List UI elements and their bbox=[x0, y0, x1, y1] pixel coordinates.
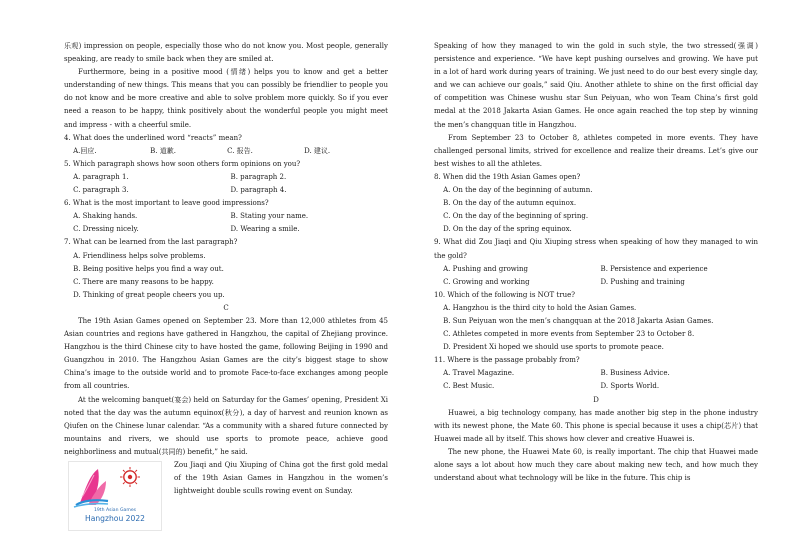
option-a[interactable]: A. Travel Magazine. bbox=[443, 369, 515, 378]
section-c-heading: C bbox=[223, 303, 229, 312]
option-c[interactable]: C. paragraph 3. bbox=[73, 186, 129, 195]
question-7 bbox=[64, 236, 388, 301]
question-6-stem: 6. What is the most important to leave good impressions? bbox=[64, 199, 269, 208]
option-c[interactable]: C. Best Music. bbox=[443, 382, 495, 391]
option-c[interactable]: C. On the day of the beginning of spring. bbox=[443, 212, 589, 221]
option-d[interactable]: D. On the day of the spring equinox. bbox=[443, 225, 572, 234]
question-7-stem: 7. What can be learned from the last paragraph? bbox=[64, 238, 238, 247]
question-9-stem: 9. What did Zou Jiaqi and Qiu Xiuping stress when speaking of how they managed to win the gold? bbox=[434, 238, 758, 260]
logo-event-line: 19th Asian Games bbox=[93, 508, 137, 513]
question-6 bbox=[64, 197, 388, 236]
passage-d-paragraph-1: Huawei, a big technology company, has made another big step in the phone industry with its newest phone, the Mate 60. This phone is special because it uses a chip(芯片) that Huawei made all by itself. This shows how clever and creative Huawei is. bbox=[434, 408, 758, 443]
option-d[interactable]: D. Pushing and training bbox=[600, 277, 685, 286]
option-d[interactable]: D. paragraph 4. bbox=[230, 186, 287, 195]
option-a[interactable]: A. Pushing and growing bbox=[443, 264, 529, 273]
question-8-stem: 8. When did the 19th Asian Games open? bbox=[434, 172, 581, 181]
question-9-options bbox=[434, 263, 758, 289]
passage-b-end-paragraph: 乐观) impression on people, especially those who do not know you. Most people, generally speaking, are ready to smile back when they are smiled at. bbox=[64, 42, 388, 64]
option-d[interactable]: D. Thinking of great people cheers you up. bbox=[73, 290, 225, 299]
option-d[interactable]: D. 建议. bbox=[304, 146, 331, 155]
option-c[interactable]: C. 报告. bbox=[227, 146, 253, 155]
option-a[interactable]: A. Shaking hands. bbox=[73, 212, 138, 221]
option-a[interactable]: A. On the day of the beginning of autumn. bbox=[443, 186, 593, 195]
option-a[interactable]: A. Friendliness helps solve problems. bbox=[73, 251, 206, 260]
question-9 bbox=[434, 236, 758, 288]
option-c[interactable]: C. There are many reasons to be happy. bbox=[73, 277, 214, 286]
passage-c-paragraph-3-with-logo bbox=[64, 459, 388, 531]
option-b[interactable]: B. On the day of the autumn equinox. bbox=[443, 199, 577, 208]
question-11 bbox=[434, 354, 758, 393]
option-d[interactable]: D. Wearing a smile. bbox=[230, 225, 300, 234]
right-column bbox=[434, 40, 758, 485]
question-5-stem: 5. Which paragraph shows how soon others form opinions on you? bbox=[64, 159, 301, 168]
option-b[interactable]: B. Sun Peiyuan won the men’s changquan at the 2018 Jakarta Asian Games. bbox=[443, 316, 714, 325]
question-7-options bbox=[64, 250, 388, 302]
passage-c-paragraph-2: At the welcoming banquet(宴会) held on Saturday for the Games’ opening, President Xi noted that the day was the autumn equinox(秋分), a day of harvest and reunion known as Qiufen on the Chinese lunar calendar. “As a community with a shared future connected by mountains and rivers, we should use sports to promote peace, achieve good neighborliness and mutual(共同的) benefit,” he said. bbox=[64, 395, 388, 456]
question-6-options bbox=[64, 210, 388, 236]
option-c[interactable]: C. Dressing nicely. bbox=[73, 225, 139, 234]
option-b[interactable]: B. Persistence and experience bbox=[600, 264, 708, 273]
passage-c-paragraph-4: Speaking of how they managed to win the gold in such style, the two stressed(强调) persistence and experience. “We have kept pushing ourselves and growing. We have put in a lot of hard work during years of training. We just need to do our best every single day, and we can achieve our goals,” said Qiu. Another athlete to shine on the first official day of competition was Chinese wushu star Sun Peiyuan, who won Team China’s first gold medal at the 2018 Jakarta Asian Games. He once again reached the top step by winning the men’s changquan title in Hangzhou. bbox=[434, 42, 758, 129]
option-d[interactable]: D. Sports World. bbox=[600, 382, 660, 391]
question-4-options bbox=[64, 145, 388, 158]
question-4 bbox=[64, 132, 388, 158]
option-a[interactable]: A.回应. bbox=[73, 146, 97, 155]
question-10-options bbox=[434, 302, 758, 354]
option-c[interactable]: C. Growing and working bbox=[443, 277, 530, 286]
passage-c-paragraph-1: The 19th Asian Games opened on September 23. More than 12,000 athletes from 45 Asian countries and regions have gathered in Hangzhou, the capital of Zhejiang province. Hangzhou is the third Chinese city to have hosted the game, following Beijing in 1990 and Guangzhou in 2010. The Hangzhou Asian Games are the city’s biggest stage to show China’s image to the outside world and to promote Face-to-face exchanges among people from all countries. bbox=[64, 316, 388, 391]
question-4-stem: 4. What does the underlined word “reacts” mean? bbox=[64, 133, 242, 142]
logo-city-year-line: Hangzhou 2022 bbox=[85, 514, 145, 523]
question-8 bbox=[434, 171, 758, 236]
asian-games-logo-image bbox=[68, 461, 162, 531]
section-d-heading: D bbox=[593, 395, 599, 404]
question-10-stem: 10. Which of the following is NOT true? bbox=[434, 290, 575, 299]
question-5-options bbox=[64, 171, 388, 197]
option-b[interactable]: B. Being positive helps you find a way out. bbox=[73, 264, 224, 273]
option-a[interactable]: A. paragraph 1. bbox=[73, 172, 129, 181]
passage-c-paragraph-5: From September 23 to October 8, athletes competed in more events. They have challenged personal limits, strived for excellence and realize their dreams. Let’s give our best wishes to all the athletes. bbox=[434, 133, 758, 168]
question-11-options bbox=[434, 367, 758, 393]
option-d[interactable]: D. President Xi hoped we should use sports to promote peace. bbox=[443, 343, 664, 352]
question-5 bbox=[64, 158, 388, 197]
left-column bbox=[64, 40, 388, 531]
option-c[interactable]: C. Athletes competed in more events from September 23 to October 8. bbox=[443, 330, 695, 339]
passage-c-paragraph-3: Zou Jiaqi and Qiu Xiuping of China got the first gold medal of the 19th Asian Games in Hangzhou in the women’s lightweight double sculls rowing event on Sunday. bbox=[174, 461, 388, 496]
question-8-options bbox=[434, 184, 758, 236]
option-b[interactable]: B. Stating your name. bbox=[230, 212, 309, 221]
option-a[interactable]: A. Hangzhou is the third city to hold the Asian Games. bbox=[443, 303, 637, 312]
passage-b-last-paragraph: Furthermore, being in a positive mood (情绪) helps you to know and get a better understanding of new things. This means that you can possibly be friendlier to people you do not know and be more creative and able to solve problem more quickly. So if you ever need a reason to be happy, think positively about the wonderful people you might meet and impress - with a cheerful smile. bbox=[64, 68, 388, 129]
option-b[interactable]: B. paragraph 2. bbox=[230, 172, 287, 181]
question-11-stem: 11. Where is the passage probably from? bbox=[434, 356, 580, 365]
question-10 bbox=[434, 289, 758, 354]
option-b[interactable]: B. 道歉. bbox=[150, 146, 176, 155]
option-b[interactable]: B. Business Advice. bbox=[600, 369, 670, 378]
passage-d-paragraph-2: The new phone, the Huawei Mate 60, is really important. The chip that Huawei made alone says a lot about how much they care about making new tech, and how much they understand about what technology will be like in the future. This chip is bbox=[434, 447, 758, 483]
